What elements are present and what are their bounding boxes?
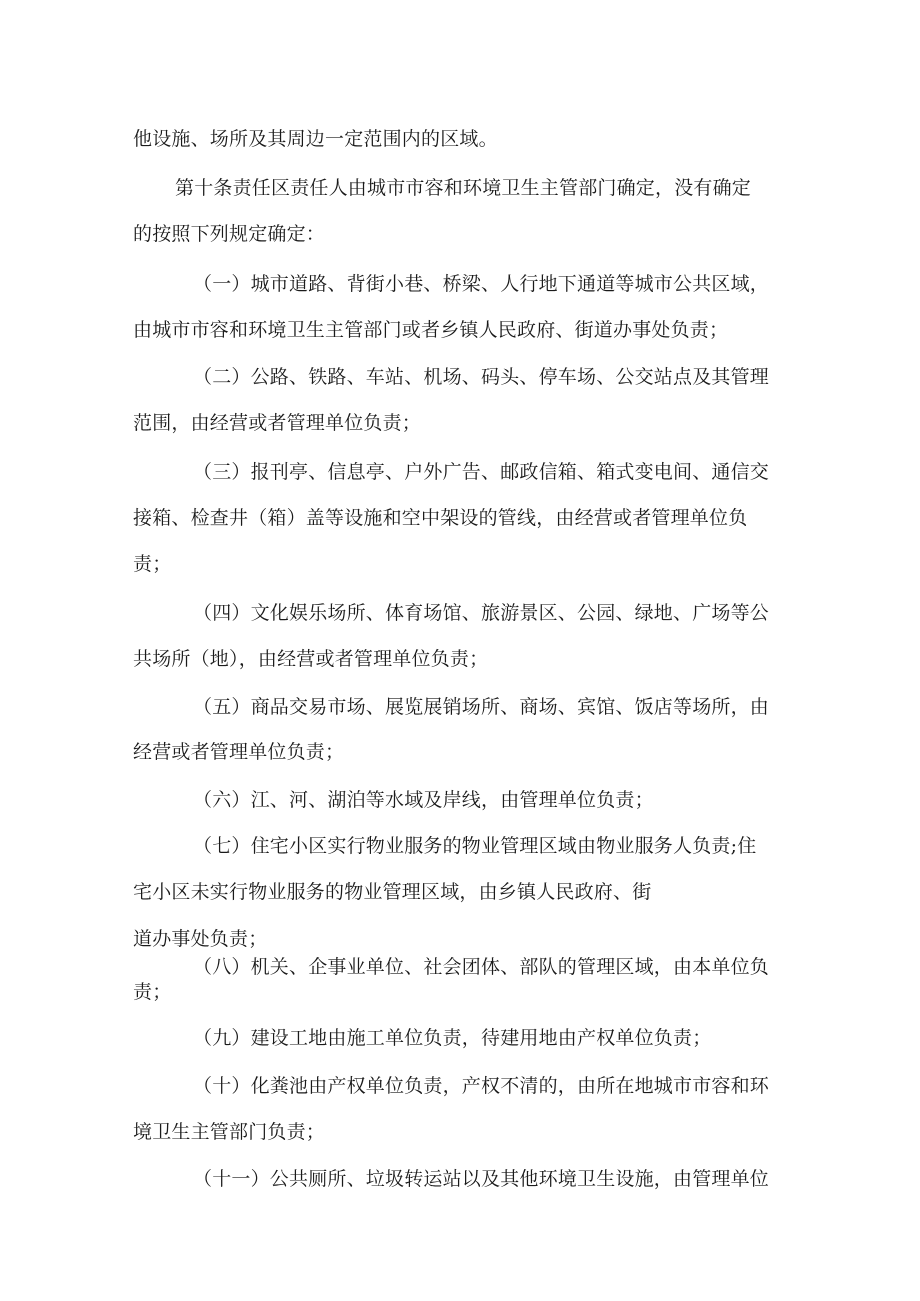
text-line: 接箱、检查井（箱）盖等设施和空中架设的管线，由经营或者管理单位负 [133,507,748,529]
text-line: 范围，由经营或者管理单位负责； [133,412,422,434]
article-ten-heading: 第十条责任区责任人由城市市容和环境卫生主管部门确定，没有确定 [175,177,752,199]
text-line: 的按照下列规定确定： [133,223,326,245]
item-6: （六）江、河、湖泊等水域及岸线，由管理单位负责； [193,789,654,811]
text-line: 他设施、场所及其周边一定范围内的区域。 [133,128,498,150]
text-line: 共场所（地），由经营或者管理单位负责； [133,648,489,670]
text-line: 责； [133,553,172,575]
item-10: （十）化粪池由产权单位负责，产权不清的，由所在地城市市容和环 [193,1075,770,1097]
text-line: 责； [133,981,172,1003]
text-line: 道办事处负责； [133,928,268,950]
item-5: （五）商品交易市场、展览展销场所、商场、宾馆、饭店等场所，由 [193,696,770,718]
item-4: （四）文化娱乐场所、体育场馆、旅游景区、公园、绿地、广场等公 [193,602,770,624]
text-line: 经营或者管理单位负责； [133,741,345,763]
text-line: 境卫生主管部门负责； [133,1121,326,1143]
item-7: （七）住宅小区实行物业服务的物业管理区域由物业服务人负责;住 [193,835,757,857]
item-2: （二）公路、铁路、车站、机场、码头、停车场、公交站点及其管理 [193,366,770,388]
text-line: 由城市市容和环境卫生主管部门或者乡镇人民政府、街道办事处负责； [133,319,729,341]
item-8: （八）机关、企事业单位、社会团体、部队的管理区域，由本单位负 [193,956,770,978]
item-1: （一）城市道路、背街小巷、桥梁、人行地下通道等城市公共区域， [193,273,770,295]
item-3: （三）报刊亭、信息亭、户外广告、邮政信箱、箱式变电间、通信交 [193,461,770,483]
text-line: 宅小区未实行物业服务的物业管理区域，由乡镇人民政府、街 [133,881,652,903]
item-11: （十一）公共厕所、垃圾转运站以及其他环境卫生设施，由管理单位 [193,1168,770,1190]
item-9: （九）建设工地由施工单位负责，待建用地由产权单位负责； [193,1027,712,1049]
